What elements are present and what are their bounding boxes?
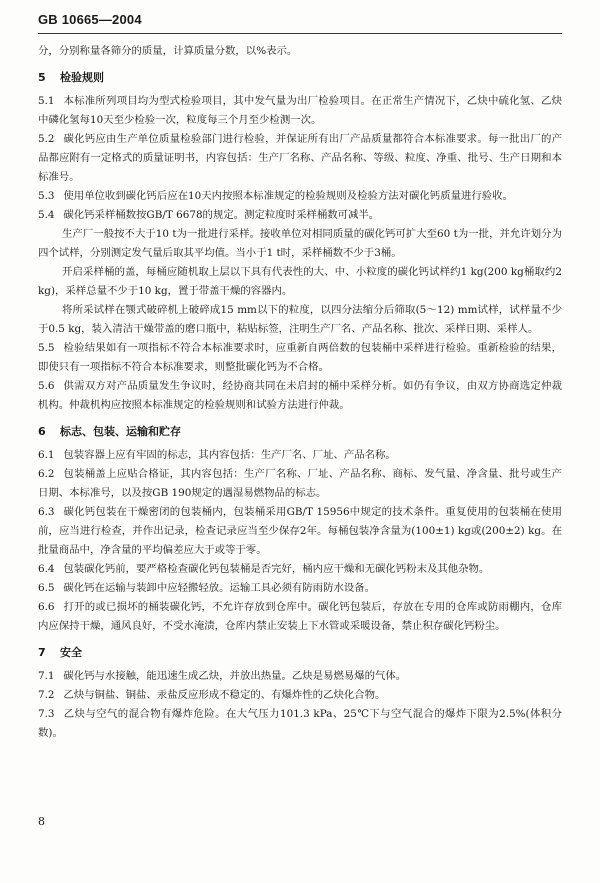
intro-line: 分，分别称量各筛分的质量，计算质量分数，以%表示。 (38, 45, 298, 57)
clause-paragraph (38, 705, 562, 743)
clause-number: 7.2 (38, 689, 55, 701)
clause-text: 包装容器上应有牢固的标志，其内容包括：生产厂名、厂址、产品名称。 (63, 449, 396, 461)
clause-paragraph (38, 446, 562, 465)
clause-paragraph (38, 339, 562, 377)
clause-text: 打开的或已损坏的桶装碳化钙，不允许存放到仓库中。碳化钙包装后，存放在专用的仓库或防雨棚内，仓库内应保持干燥，通风良好，不受水淹渍，仓库内禁止安装上下水管或采暖设备，禁止积存碳化钙粉尘。 (38, 601, 562, 632)
clause-paragraph (38, 225, 562, 263)
document-body (38, 42, 562, 743)
clause-text: 碳化钙与水接触，能迅速生成乙炔，并放出热量。乙炔是易燃易爆的气体。 (63, 670, 407, 682)
clause-text: 碳化钙采样桶数按GB/T 6678的规定。测定粒度时采样桶数可减半。 (63, 209, 380, 221)
clause-paragraph (38, 598, 562, 636)
clause-text: 包装桶盖上应贴合格证，其内容包括：生产厂名称、厂址、产品名称、商标、发气量、净含量、批号或生产日期、本标准号，以及按GB 190规定的遇湿易燃物品的标志。 (38, 468, 562, 499)
section-heading (38, 68, 562, 87)
clause-text: 开启采样桶的盖，每桶应随机取上层以下具有代表性的大、中、小粒度的碳化钙试样约1 kg(200 kg桶取约2 kg)，采样总量不少于10 kg，置于带盖干燥的容器内。 (38, 266, 562, 297)
clause-paragraph (38, 686, 562, 705)
section-title: 检验规则 (60, 71, 104, 84)
clause-paragraph (38, 301, 562, 339)
section-number: 7 (38, 646, 46, 659)
clause-number: 6.6 (38, 601, 55, 613)
clause-text: 将所采试样在颚式破碎机上破碎成15 mm以下的粒度，以四分法缩分后筛取(5～12) mm试样，试样量不少于0.5 kg，装入清洁干燥带盖的磨口瓶中，粘贴标签，注明生产厂名、产品名称、批次、采样日期、采样人。 (38, 304, 562, 335)
clause-text: 碳化钙在运输与装卸中应轻搬轻放。运输工具必须有防雨防水设备。 (63, 582, 376, 594)
clause-number: 5.2 (38, 133, 55, 145)
clause-paragraph (38, 503, 562, 560)
clause-paragraph (38, 377, 562, 415)
clause-paragraph (38, 667, 562, 686)
clause-number: 5.1 (38, 95, 55, 107)
clause-paragraph (38, 187, 562, 206)
clause-paragraph (38, 130, 562, 187)
clause-number: 6.3 (38, 506, 55, 518)
clause-text: 供需双方对产品质量发生争议时，经协商共同在未启封的桶中采样分析。如仍有争议，由双方协商选定仲裁机构。仲裁机构应按照本标准规定的检验规则和试验方法进行仲裁。 (38, 380, 562, 411)
clause-paragraph (38, 206, 562, 225)
clause-text: 包装碳化钙前，要严格检查碳化钙包装桶是否完好，桶内应干燥和无碳化钙粉末及其他杂物。 (63, 563, 490, 575)
clause-number: 5.6 (38, 380, 55, 392)
section-title: 标志、包装、运输和贮存 (60, 425, 181, 438)
clause-text: 使用单位收到碳化钙后应在10天内按照本标准规定的检验规则及检验方法对碳化钙质量进行验收。 (63, 190, 513, 202)
standard-code: GB 10665—2004 (38, 12, 142, 27)
clause-number: 5.5 (38, 342, 55, 354)
clause-text: 乙炔与空气的混合物有爆炸危险。在大气压力101.3 kPa、25℃下与空气混合的爆炸下限为2.5%(体积分数)。 (38, 708, 562, 739)
section-heading (38, 643, 562, 662)
clause-paragraph (38, 263, 562, 301)
header-divider (38, 33, 562, 34)
clause-paragraph (38, 92, 562, 130)
section-number: 6 (38, 425, 46, 438)
clause-text: 检验结果如有一项指标不符合本标准要求时，应重新自两倍数的包装桶中采样进行检验。重新检验的结果，即使只有一项指标不符合本标准要求，则整批碳化钙为不合格。 (38, 342, 562, 373)
clause-number: 6.5 (38, 582, 55, 594)
clause-number: 6.2 (38, 468, 55, 480)
section-title: 安全 (60, 646, 82, 659)
clause-text: 本标准所列项目均为型式检验项目，其中发气量为出厂检验项目。在正常生产情况下，乙炔中硫化氢、乙炔中磷化氢每10天至少检验一次，粒度每三个月至少检测一次。 (38, 95, 562, 126)
section-heading (38, 422, 562, 441)
page-number: 8 (38, 815, 45, 828)
clause-paragraph (38, 579, 562, 598)
clause-number: 7.1 (38, 670, 55, 682)
clause-text: 碳化钙包装在干燥密闭的包装桶内，包装桶采用GB/T 15956中规定的技术条件。重复使用的包装桶在使用前，应当进行检查，并作出记录，检查记录应当至少保存2年。每桶包装净含量为(100±1) kg或(200±2) kg。在批量商品中，净含量的平均偏差应大于或等于零。 (38, 506, 562, 556)
clause-text: 碳化钙应由生产单位质量检验部门进行检验，并保证所有出厂产品质量都符合本标准要求。每一批出厂的产品都应附有一定格式的质量证明书，内容包括：生产厂名称、产品名称、等级、粒度、净重、批号、生产日期和本标准号。 (38, 133, 562, 183)
clause-paragraph (38, 560, 562, 579)
clause-text: 乙炔与铜盐、铜盐、汞盐反应形成不稳定的、有爆炸性的乙炔化合物。 (63, 689, 386, 701)
clause-number: 7.3 (38, 708, 55, 720)
clause-number: 6.1 (38, 449, 55, 461)
section-number: 5 (38, 71, 46, 84)
clause-number: 5.3 (38, 190, 55, 202)
clause-paragraph (38, 465, 562, 503)
clause-text: 生产厂一般按不大于10 t为一批进行采样。接收单位对相同质量的碳化钙可扩大至60 t为一批，并允许划分为四个试样，分别测定发气量后取其平均值。当小于1 t时，采样桶数不少于3桶。 (38, 228, 562, 259)
clause-number: 6.4 (38, 563, 55, 575)
clause-number: 5.4 (38, 209, 55, 221)
